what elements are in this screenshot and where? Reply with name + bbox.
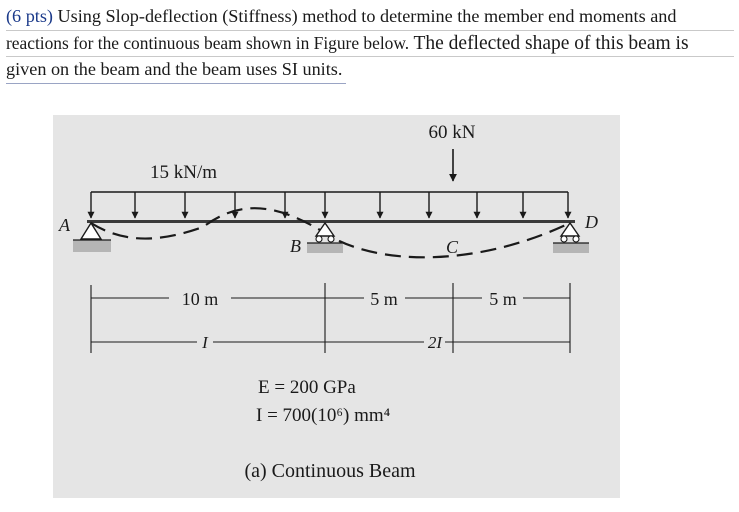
beam-figure xyxy=(53,115,620,498)
question-line-2b: The deflected shape of this beam is xyxy=(413,32,689,54)
distributed-load xyxy=(91,192,568,218)
beam xyxy=(87,220,575,223)
joint-d-label: D xyxy=(585,212,598,232)
question-line-2a: reactions for the continuous beam shown in Figure below. xyxy=(6,32,414,53)
question-line-1 xyxy=(6,4,734,31)
distributed-load-label: 15 kN/m xyxy=(150,162,218,183)
elastic-modulus: E = 200 GPa xyxy=(258,377,356,398)
question-line-2 xyxy=(6,31,734,58)
question-line-1-text: Using Slop-deflection (Stiffness) method to determine the member end moments and xyxy=(52,6,677,26)
span-2-length: 5 m xyxy=(370,289,398,309)
joint-a-label: A xyxy=(59,215,70,235)
joint-b-label: B xyxy=(290,236,301,256)
point-load-label: 60 kN xyxy=(428,122,476,143)
joint-c-label: C xyxy=(446,237,459,257)
span-1-inertia: I xyxy=(202,333,208,352)
span-1-length: 10 m xyxy=(181,289,219,309)
span-2-inertia: 2I xyxy=(427,333,443,352)
points-label: (6 pts) xyxy=(6,6,53,26)
figure-caption: (a) Continuous Beam xyxy=(244,460,416,482)
moment-of-inertia: I = 700(10⁶) mm⁴ xyxy=(256,405,391,426)
span-3-length: 5 m xyxy=(489,289,517,309)
question-text xyxy=(6,4,734,84)
beam-diagram xyxy=(53,115,620,498)
support-b xyxy=(307,223,343,253)
question-line-3: given on the beam and the beam uses SI units. xyxy=(6,57,346,84)
support-a xyxy=(73,223,111,252)
